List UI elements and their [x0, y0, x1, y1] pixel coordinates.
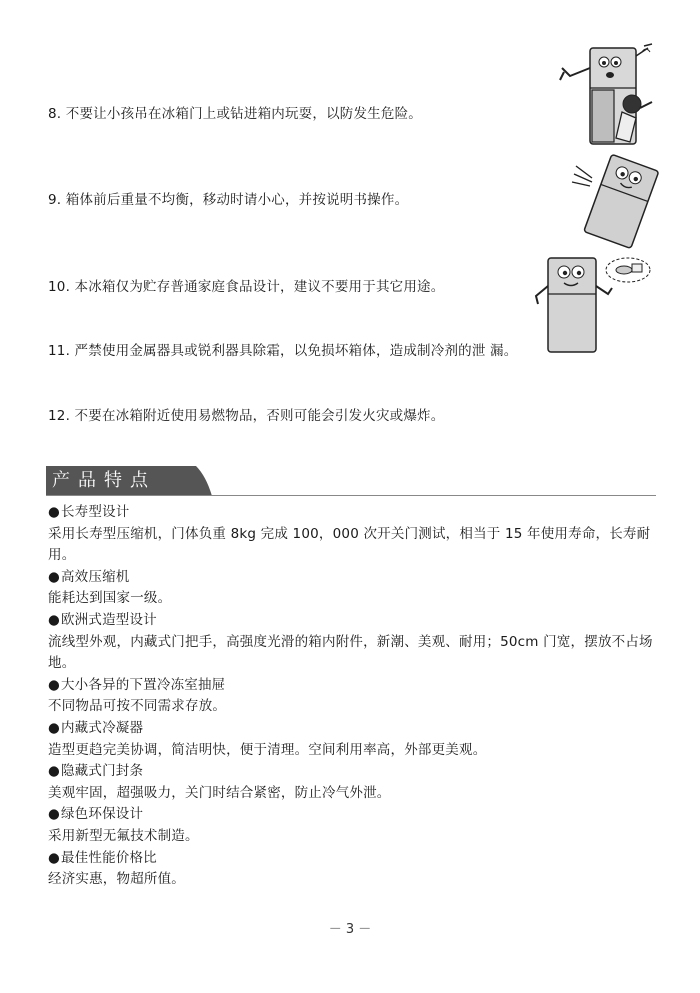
- warning-8: 8. 不要让小孩吊在冰箱门上或钻进箱内玩耍，以防发生危险。: [48, 106, 422, 122]
- feature-heading: ● 欧洲式造型设计: [48, 610, 658, 632]
- section-title: 产品特点: [52, 470, 156, 491]
- feature-body: 流线型外观，内藏式门把手，高强度光滑的箱内附件，新潮、美观、耐用；50cm 门宽，摆放不占场地。: [48, 633, 653, 672]
- feature-heading: ● 长寿型设计: [48, 502, 658, 524]
- feature-heading: ● 大小各异的下置冷冻室抽屉: [48, 675, 658, 697]
- feature-body: 美观牢固，超强吸力，关门时结合紧密，防止冷气外泄。: [48, 784, 391, 801]
- section-divider: [46, 495, 656, 496]
- feature-body: 采用长寿型压缩机，门体负重 8kg 完成 100，000 次开关门测试，相当于 15 年使用寿命，长寿耐用。: [48, 525, 651, 564]
- feature-body: 造型更趋完美协调，简洁明快，便于清理。空间利用率高，外部更美观。: [48, 741, 487, 758]
- fridge-food-illustration-icon: [534, 252, 654, 356]
- feature-heading: ● 隐藏式门封条: [48, 761, 658, 783]
- feature-list: [48, 502, 658, 891]
- feature-heading: ● 最佳性能价格比: [48, 848, 658, 870]
- fridge-tilt-illustration-icon: [570, 152, 670, 252]
- feature-heading: ● 内藏式冷凝器: [48, 718, 658, 740]
- feature-body: 经济实惠，物超所值。: [48, 871, 185, 888]
- feature-heading: ● 绿色环保设计: [48, 804, 658, 826]
- fridge-child-illustration-icon: [556, 42, 666, 150]
- page-number: － 3 －: [328, 922, 372, 937]
- feature-body: 不同物品可按不同需求存放。: [48, 698, 227, 715]
- section-header-tab: [46, 466, 212, 496]
- feature-body: 能耗达到国家一级。: [48, 590, 172, 607]
- warning-9: 9. 箱体前后重量不均衡，移动时请小心，并按说明书操作。: [48, 192, 409, 208]
- feature-heading: ● 高效压缩机: [48, 567, 658, 589]
- warning-12: 12. 不要在冰箱附近使用易燃物品，否则可能会引发火灾或爆炸。: [48, 408, 445, 424]
- warning-11: 11. 严禁使用金属器具或锐利器具除霜，以免损坏箱体，造成制冷剂的泄 漏。: [48, 343, 518, 359]
- feature-body: 采用新型无氟技术制造。: [48, 827, 199, 844]
- warning-10: 10. 本冰箱仅为贮存普通家庭食品设计，建议不要用于其它用途。: [48, 279, 445, 295]
